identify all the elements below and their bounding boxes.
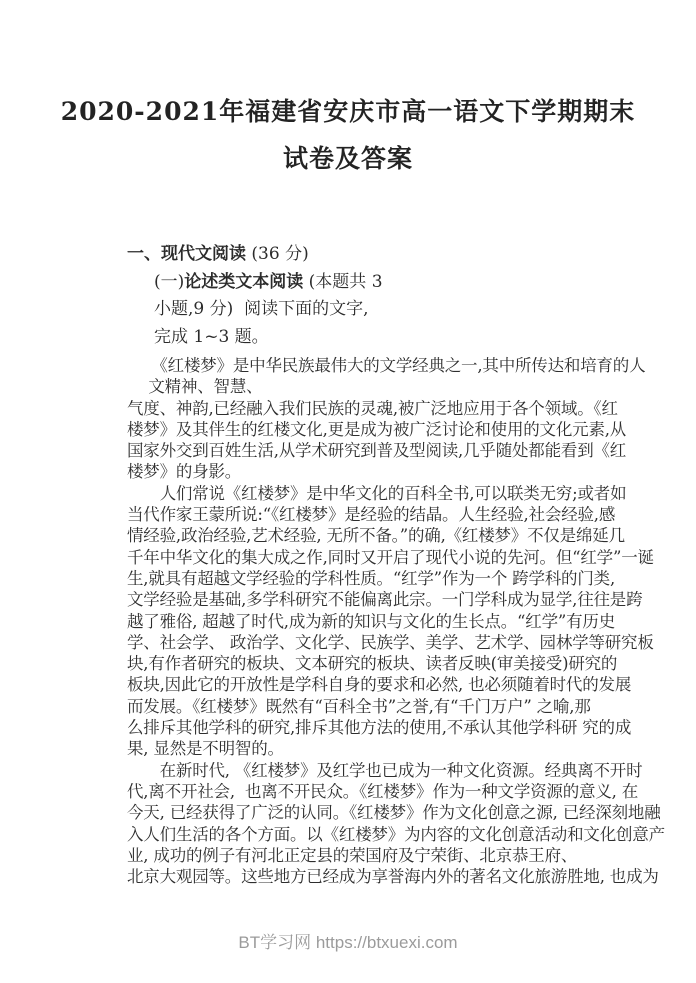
text-line: 气度、神韵,已经融入我们民族的灵魂,被广泛地应用于各个领域。《红 [127, 398, 618, 418]
page-footer [0, 928, 696, 958]
text-line: 文精神、智慧、 [127, 377, 263, 397]
title-line-1: 2020-2021年福建省安庆市高一语文下学期期末 [60, 97, 636, 126]
subsection-title: 论述类文本阅读 [184, 271, 304, 292]
text-line: 果, 显然是不明智的。 [127, 739, 284, 759]
text-line: 板块,因此它的开放性是学科自身的要求和必然, 也必须随着时代的发展 [127, 675, 632, 695]
section-points: (36 分) [246, 244, 309, 264]
section-number-title: 一、现代文阅读 [127, 244, 246, 264]
text-line: 国家外交到百姓生活,从学术研究到普及型阅读,几乎随处都能看到《红 [127, 441, 627, 461]
subsection-heading [127, 269, 647, 297]
section-heading [127, 241, 647, 269]
text-line: 人们常说《红楼梦》是中华文化的百科全书,可以联类无穷;或者如 [127, 483, 627, 503]
text-line: 而发展。《红楼梦》既然有“百科全书”之誉,有“千门万户” 之喻,那 [127, 696, 591, 716]
text-line: 楼梦》及其伴生的红楼文化,更是成为被广泛讨论和使用的文化元素,从 [127, 419, 627, 439]
subsection-number: (一) [154, 271, 185, 292]
text-line: 入人们生活的各个方面。以《红楼梦》为内容的文化创意活动和文化创意产 [127, 824, 665, 844]
text-line: 么排斥其他学科的研究,排斥其他方法的使用,不承认其他学科研 究的成 [127, 718, 632, 738]
text-line: 千年中华文化的集大成之作,同时又开启了现代小说的先河。但“红学”一诞 [127, 547, 654, 567]
text-line: 文学经验是基础,多学科研究不能偏离此宗。一门学科成为显学,往往是跨 [127, 590, 643, 610]
subsection-points: (本题共 3 [303, 271, 383, 292]
text-line: 楼梦》的身影。 [127, 462, 242, 482]
text-line: 生,就具有超越文学经验的学科性质。“红学”作为一个 跨学科的门类, [127, 568, 616, 588]
section-heading-block [127, 241, 647, 351]
document-title [0, 88, 696, 182]
subsection-instructions-line-2: 完成 1~3 题。 [154, 326, 269, 347]
text-line: 块,有作者研究的板块、文本研究的板块、读者反映(审美接受)研究的 [127, 654, 618, 674]
paragraph-2 [127, 483, 654, 760]
body-text [127, 355, 665, 887]
paragraph-3 [127, 760, 665, 888]
subsection-instructions-line-1: 小题,9 分) 阅读下面的文字, [154, 299, 369, 319]
title-line-2: 试卷及答案 [282, 144, 413, 173]
text-line: 今天, 已经获得了广泛的认同。《红楼梦》作为文化创意之源, 已经深刻地融 [127, 803, 661, 823]
text-line: 《红楼梦》是中华民族最伟大的文学经典之一,其中所传达和培育的人 [127, 356, 646, 375]
text-line: 北京大观园等。这些地方已经成为享誉海内外的著名文化旅游胜地, 也成为 [127, 867, 659, 887]
text-line: 学、社会学、 政治学、文化学、民族学、美学、艺术学、园林学等研究板 [127, 632, 654, 652]
text-line: 在新时代, 《红楼梦》及红学也已成为一种文化资源。经典离不开时 [127, 760, 643, 780]
text-line: 越了雅俗, 超越了时代,成为新的知识与文化的生长点。“红学”有历史 [127, 611, 616, 631]
paragraph-1 [127, 355, 646, 483]
footer-site-link[interactable]: BT学习网 https://btxuexi.com [238, 933, 458, 952]
text-line: 情经验,政治经验,艺术经验, 无所不备。”的确,《红楼梦》不仅是绵延几 [127, 526, 625, 546]
text-line: 代,离不开社会, 也离不开民众。《红楼梦》作为一种文学资源的意义, 在 [127, 781, 639, 801]
text-line: 当代作家王蒙所说:“《红楼梦》是经验的结晶。人生经验,社会经验,感 [127, 505, 616, 525]
text-line: 业, 成功的例子有河北正定县的荣国府及宁荣街、北京恭王府、 [127, 845, 578, 865]
